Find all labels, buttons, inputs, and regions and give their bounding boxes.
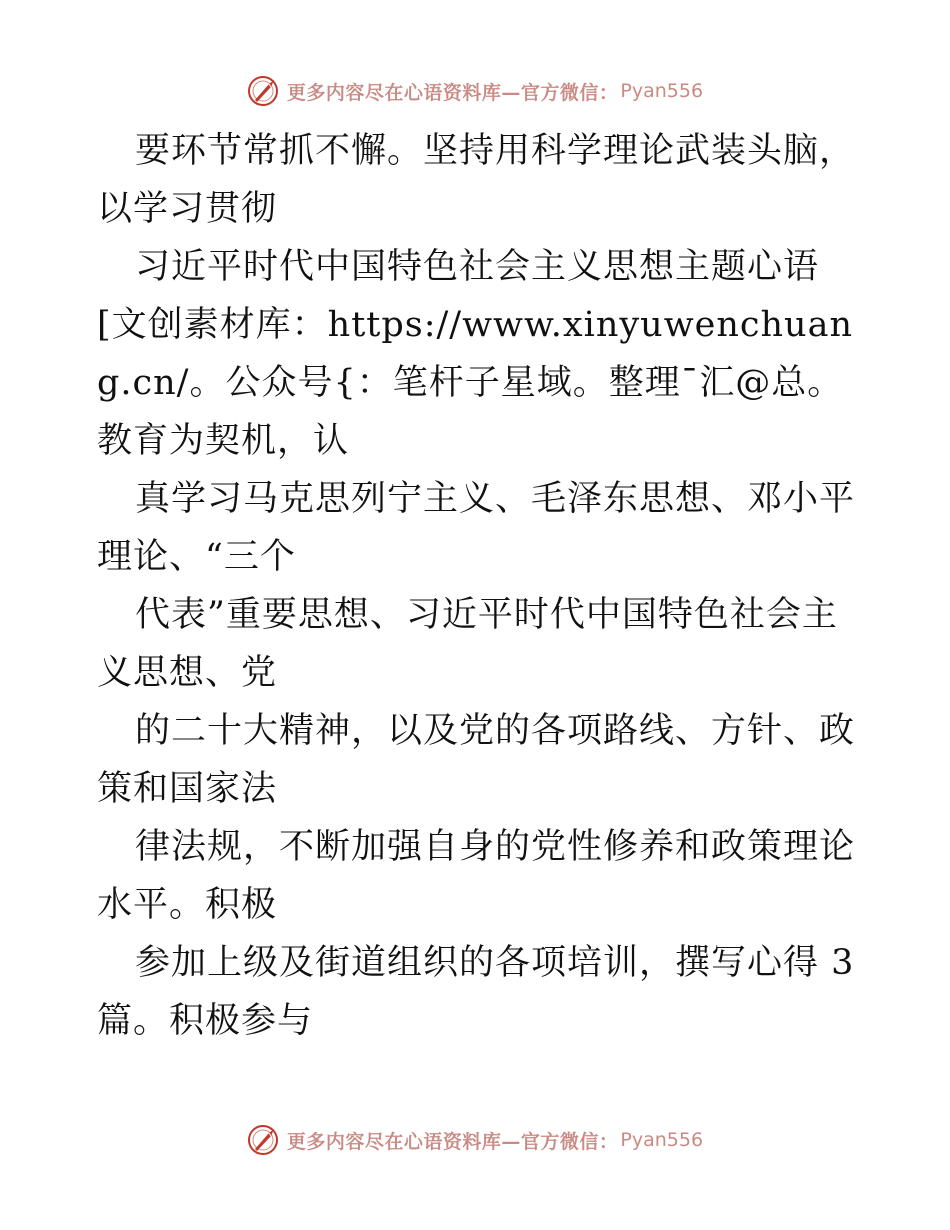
- wechat-id: Pyan556: [620, 80, 704, 102]
- document-body: [97, 122, 857, 1050]
- paragraph: 律法规，不断加强自身的党性修养和政策理论水平。积极: [97, 827, 856, 925]
- paragraph: 真学习马克思列宁主义、毛泽东思想、邓小平理论、“三个: [97, 479, 856, 577]
- header-banner: [0, 71, 950, 111]
- paragraph: 参加上级及街道组织的各项培训，撰写心得 3 篇。积极参与: [97, 943, 855, 1041]
- paragraph: 的二十大精神，以及党的各项路线、方针、政策和国家法: [97, 711, 856, 809]
- paragraph: 习近平时代中国特色社会主义思想主题心语[文创素材库：https://www.xinyuwenchuang.cn/。公众号{：笔杆子星域。整理¯汇@总。教育为契机，认: [97, 247, 854, 461]
- banner-text: 更多内容尽在心语资料库—官方微信：: [286, 1130, 619, 1153]
- pen-nib-circle-icon: [247, 74, 281, 108]
- banner-text: 更多内容尽在心语资料库—官方微信：: [286, 81, 619, 104]
- footer-banner: [0, 1120, 950, 1160]
- paragraph: 要环节常抓不懈。坚持用科学理论武装头脑，以学习贯彻: [97, 131, 856, 229]
- paragraph: 代表”重要思想、习近平时代中国特色社会主义思想、党: [97, 595, 838, 693]
- pen-nib-circle-icon: [247, 1123, 281, 1157]
- wechat-id: Pyan556: [620, 1129, 704, 1151]
